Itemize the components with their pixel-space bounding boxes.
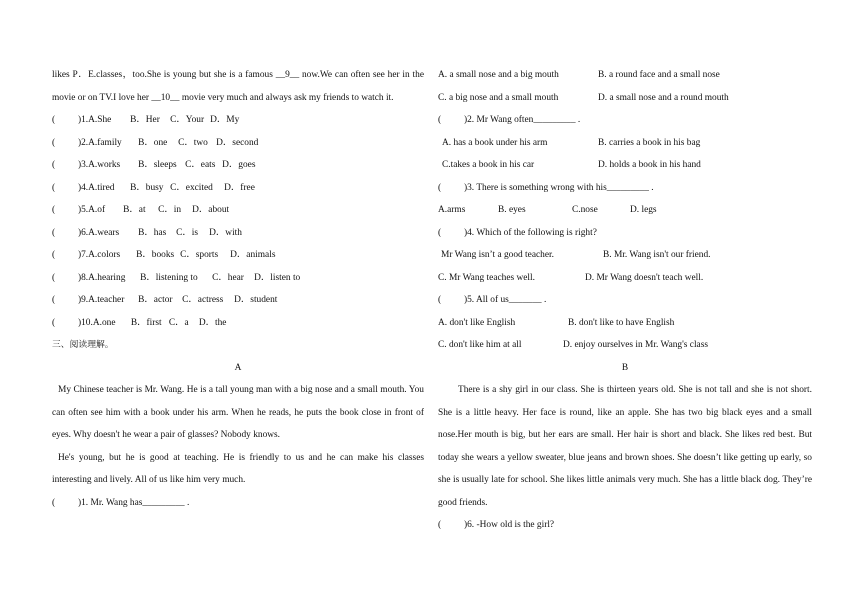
- question-text: )5. All of us_______ .: [464, 295, 547, 305]
- option-d: D．with: [209, 227, 242, 238]
- option-c: C. don't like him at all: [438, 340, 522, 350]
- question-text: )4. Which of the following is right?: [464, 227, 597, 238]
- question-number: )10.: [78, 317, 93, 328]
- question-number: )6.: [78, 227, 89, 238]
- answer-paren: (: [52, 227, 56, 238]
- option-b: B. carries a book in his bag: [598, 137, 701, 148]
- question-text: )1. Mr. Wang has_________ .: [78, 497, 190, 508]
- option-a: A.hearing: [88, 272, 126, 283]
- cloze-question-9: [52, 289, 424, 312]
- option-b: B．Her: [130, 115, 160, 125]
- question-number: )1.: [78, 115, 89, 125]
- question-number: )9.: [78, 295, 89, 305]
- cloze-question-8: [52, 267, 424, 290]
- option-b: B. Mr. Wang isn't our friend.: [603, 250, 711, 260]
- option-b: B．books: [136, 250, 175, 260]
- option-d: D．listen to: [254, 272, 301, 283]
- option-d: D．goes: [222, 160, 256, 170]
- option-b: B．at: [123, 205, 146, 215]
- q1-options-row-2: [438, 87, 812, 110]
- option-c: C．hear: [212, 272, 244, 283]
- cloze-questions: [52, 109, 424, 334]
- option-b: B．busy: [130, 182, 164, 193]
- reading-question-2: [438, 109, 812, 132]
- question-number: )5.: [78, 205, 89, 215]
- q1-options-row-1: [438, 64, 812, 87]
- q5-options-row-1: [438, 312, 812, 335]
- option-b: B．listening to: [140, 272, 198, 283]
- option-b: B．sleeps: [138, 160, 177, 170]
- reading-question-5: [438, 289, 812, 312]
- cloze-question-6: [52, 222, 424, 245]
- option-d: D．student: [234, 295, 278, 305]
- option-c: C．Your: [170, 115, 205, 125]
- option-a: A.works: [88, 160, 121, 170]
- option-d: D. a small nose and a round mouth: [598, 92, 729, 103]
- option-c: C. Mr Wang teaches well.: [438, 272, 535, 283]
- answer-paren: (: [52, 160, 56, 170]
- passage-tail: likes P．E.classes，too.She is young but she is a famous __9__ now.We can often see her in the movie or on TV.I love her __10__ movie very much and always ask my friends to watch it.: [52, 70, 424, 103]
- q4-options-row-1: [438, 244, 812, 267]
- option-b: B．actor: [138, 295, 173, 305]
- cloze-question-2: [52, 132, 424, 155]
- option-c: C．a: [168, 317, 189, 328]
- option-a: A.She: [88, 115, 112, 125]
- passage-a-paragraph-2: He's young, but he is good at teaching. He is friendly to us and he can make his classes interesting and lively. All of us like him very much.: [52, 452, 424, 485]
- option-a: A.teacher: [88, 295, 125, 305]
- option-a: A.family: [88, 137, 122, 148]
- option-c: C．two: [178, 137, 208, 148]
- q5-options-row-2: [438, 334, 812, 357]
- q2-options-row-2: [438, 154, 812, 177]
- reading-question-4: [438, 222, 812, 245]
- option-a: A.one: [92, 317, 116, 328]
- cloze-question-7: [52, 244, 424, 267]
- cloze-question-10: [52, 312, 424, 335]
- answer-paren: (: [52, 137, 56, 148]
- q4-options-row-2: [438, 267, 812, 290]
- answer-paren: (: [438, 520, 442, 530]
- passage-a-title: A: [234, 362, 242, 373]
- question-text: )3. There is something wrong with his_________ .: [464, 182, 654, 193]
- option-c: C．is: [176, 227, 199, 238]
- answer-paren: (: [52, 272, 56, 283]
- section-title: 三、阅读理解。: [52, 340, 114, 350]
- option-a: A.tired: [88, 182, 115, 193]
- option-d: D. Mr Wang doesn't teach well.: [585, 272, 704, 283]
- option-c: C．in: [158, 205, 182, 215]
- option-b: B．has: [138, 227, 167, 238]
- cloze-question-5: [52, 199, 424, 222]
- question-number: )3.: [78, 160, 89, 170]
- option-d: D．free: [224, 182, 255, 193]
- answer-paren: (: [52, 115, 56, 125]
- question-number: )4.: [78, 182, 89, 193]
- answer-paren: (: [438, 227, 442, 238]
- answer-paren: (: [438, 182, 442, 193]
- option-b: B．first: [130, 317, 162, 328]
- answer-paren: (: [52, 317, 56, 328]
- question-text: )6. -How old is the girl?: [464, 520, 555, 530]
- option-c: C.takes a book in his car: [442, 160, 535, 170]
- cloze-question-1: [52, 109, 424, 132]
- option-a: A. a small nose and a big mouth: [438, 70, 559, 80]
- cloze-question-3: [52, 154, 424, 177]
- option-d: D．about: [192, 205, 230, 215]
- answer-paren: (: [52, 295, 56, 305]
- option-b: B．one: [138, 137, 168, 148]
- option-c: C．excited: [170, 182, 213, 193]
- option-b: B. eyes: [498, 205, 526, 215]
- left-column: [52, 64, 424, 514]
- question-number: )8.: [78, 272, 89, 283]
- q2-options-row-1: [438, 132, 812, 155]
- option-d: D．animals: [230, 250, 276, 260]
- cloze-question-4: [52, 177, 424, 200]
- option-a: A. has a book under his arm: [442, 137, 548, 148]
- option-a: A.arms: [438, 205, 466, 215]
- answer-paren: (: [52, 182, 56, 193]
- option-b: B. don't like to have English: [568, 317, 675, 328]
- option-c: C. a big nose and a small mouth: [438, 92, 559, 103]
- answer-paren: (: [438, 295, 442, 305]
- reading-question-1: [52, 492, 424, 515]
- answer-paren: (: [52, 250, 56, 260]
- option-d: D. enjoy ourselves in Mr. Wang's class: [563, 340, 709, 350]
- reading-question-3: [438, 177, 812, 200]
- option-d: D. legs: [630, 205, 657, 215]
- question-text: )2. Mr Wang often_________ .: [464, 115, 581, 125]
- option-c: C．actress: [182, 295, 224, 305]
- option-a: A.wears: [88, 227, 120, 238]
- answer-paren: (: [52, 497, 56, 508]
- option-c: C.nose: [572, 205, 598, 215]
- passage-a-paragraph-1: My Chinese teacher is Mr. Wang. He is a tall young man with a big nose and a small mouth. You can often see him with a book under his arm. When he reads, he puts the book close in front of eyes. Why doesn't he wear a pair of glasses? Nobody knows.: [52, 385, 424, 440]
- option-a: A.colors: [88, 250, 121, 260]
- q3-options-row: [438, 199, 812, 222]
- answer-paren: (: [438, 115, 442, 125]
- question-number: )7.: [78, 250, 89, 260]
- answer-paren: (: [52, 205, 56, 215]
- reading-question-6: [438, 514, 812, 537]
- passage-b-title: B: [621, 362, 629, 373]
- option-a: A. don't like English: [438, 317, 516, 328]
- option-d: D. holds a book in his hand: [598, 160, 701, 170]
- option-a: A.of: [88, 205, 106, 215]
- option-c: C．eats: [185, 160, 216, 170]
- option-c: C．sports: [180, 250, 219, 260]
- right-column: [438, 64, 812, 537]
- option-b: B. a round face and a small nose: [598, 70, 720, 80]
- option-d: D．the: [198, 317, 227, 328]
- option-d: D．second: [216, 137, 259, 148]
- option-d: D．My: [210, 115, 240, 125]
- question-number: )2.: [78, 137, 89, 148]
- passage-b-paragraph: There is a shy girl in our class. She is thirteen years old. She is not tall and she is not short. She is a little heavy. Her face is round, like an apple. She has two big black eyes and a small nose.Her mouth is big, but her ears are small. Her hair is short and black. She likes red best. But today she wears a yellow sweater, blue jeans and brown shoes. She doesn’t like getting up early, so she is usually late for school. She likes little animals very much. She has a little black dog. They’re good friends.: [438, 385, 812, 508]
- option-a: Mr Wang isn’t a good teacher.: [441, 250, 554, 260]
